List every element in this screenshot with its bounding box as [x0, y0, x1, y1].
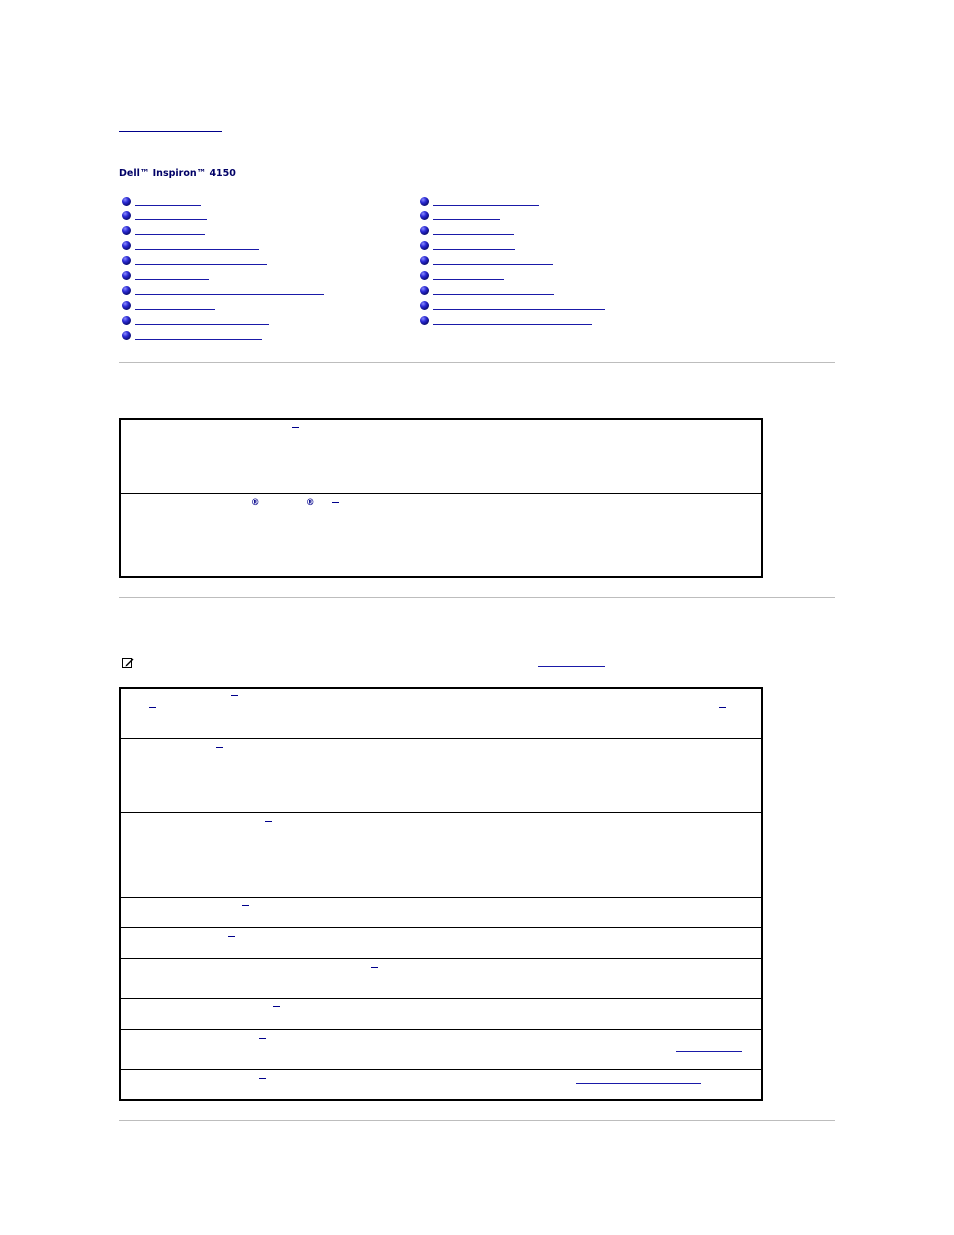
toc-link-13[interactable] — [433, 234, 514, 235]
toc-link-1[interactable] — [135, 205, 201, 206]
footnote-link[interactable] — [259, 1038, 266, 1039]
toc-link-15[interactable] — [433, 264, 553, 265]
toc-link-6[interactable] — [135, 279, 209, 280]
bullet-icon — [420, 211, 429, 220]
bullet-icon — [122, 211, 131, 220]
footnote-link[interactable] — [149, 707, 156, 708]
toc-link-19[interactable] — [433, 324, 592, 325]
bullet-icon — [420, 316, 429, 325]
back-to-contents-link[interactable] — [119, 131, 222, 132]
bullet-icon — [122, 256, 131, 265]
toc-link-9[interactable] — [135, 324, 269, 325]
bullet-icon — [122, 271, 131, 280]
info-table-one — [119, 418, 763, 578]
footnote-link[interactable] — [273, 1006, 280, 1007]
bullet-icon — [122, 316, 131, 325]
info-table-two — [119, 687, 763, 1101]
registered-mark: ® — [306, 498, 315, 508]
horizontal-rule — [119, 362, 835, 363]
footnote-link[interactable] — [371, 967, 378, 968]
bullet-icon — [122, 286, 131, 295]
toc-link-2[interactable] — [135, 219, 207, 220]
table-row-divider — [121, 998, 761, 999]
toc-link-7[interactable] — [135, 294, 324, 295]
table-row-divider — [121, 1069, 761, 1070]
toc-link-3[interactable] — [135, 234, 205, 235]
table-row-divider — [121, 812, 761, 813]
bullet-icon — [122, 301, 131, 310]
bullet-icon — [122, 331, 131, 340]
footnote-link[interactable] — [228, 936, 235, 937]
horizontal-rule — [119, 597, 835, 598]
footnote-link[interactable] — [216, 747, 223, 748]
horizontal-rule — [119, 1120, 835, 1121]
toc-link-12[interactable] — [433, 219, 500, 220]
table-row-divider — [121, 927, 761, 928]
footnote-link[interactable] — [242, 905, 249, 906]
footnote-link[interactable] — [332, 502, 339, 503]
bullet-icon — [420, 241, 429, 250]
toc-link-4[interactable] — [135, 249, 259, 250]
toc-link-11[interactable] — [433, 205, 539, 206]
table-row-divider — [121, 738, 761, 739]
toc-link-8[interactable] — [135, 309, 215, 310]
bullet-icon — [420, 256, 429, 265]
page-title: Dell™ Inspiron™ 4150 — [119, 168, 236, 179]
toc-link-18[interactable] — [433, 309, 605, 310]
toc-link-16[interactable] — [433, 279, 504, 280]
toc-link-10[interactable] — [135, 339, 262, 340]
row-link[interactable] — [676, 1051, 742, 1052]
note-link[interactable] — [538, 666, 605, 667]
footnote-link[interactable] — [259, 1078, 266, 1079]
table-row-divider — [121, 1029, 761, 1030]
table-row-divider — [121, 897, 761, 898]
footnote-link[interactable] — [719, 707, 726, 708]
bullet-icon — [420, 226, 429, 235]
bullet-icon — [420, 301, 429, 310]
toc-link-17[interactable] — [433, 294, 554, 295]
registered-mark: ® — [251, 498, 260, 508]
note-pencil-icon — [122, 657, 134, 668]
toc-link-14[interactable] — [433, 249, 515, 250]
bullet-icon — [420, 197, 429, 206]
table-row-divider — [121, 958, 761, 959]
bullet-icon — [420, 271, 429, 280]
bullet-icon — [122, 226, 131, 235]
bullet-icon — [122, 241, 131, 250]
footnote-link[interactable] — [265, 821, 272, 822]
bullet-icon — [420, 286, 429, 295]
footnote-link[interactable] — [231, 695, 238, 696]
table-row-divider — [121, 493, 761, 494]
toc-link-5[interactable] — [135, 264, 267, 265]
footnote-link[interactable] — [292, 427, 299, 428]
bullet-icon — [122, 197, 131, 206]
row-link[interactable] — [576, 1083, 701, 1084]
